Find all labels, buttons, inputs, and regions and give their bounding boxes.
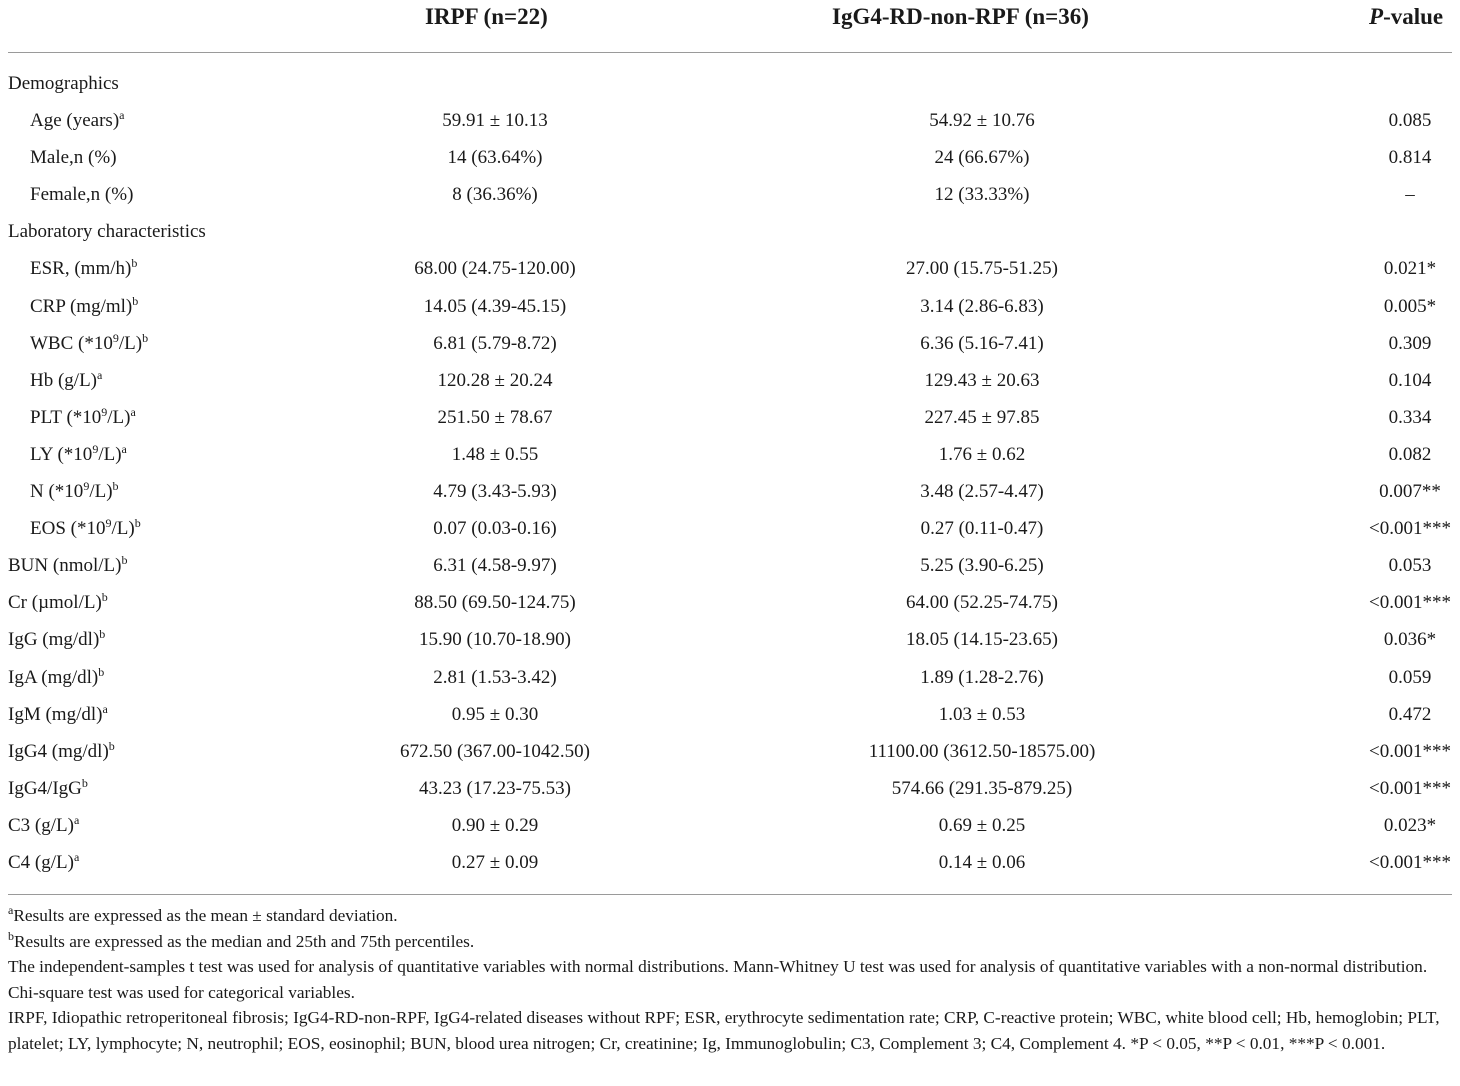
row-label [30, 481, 119, 503]
row-label-unit-suffix: /L) [111, 518, 135, 540]
cell-igg4-rd-non-rpf: 0.27 (0.11-0.47) [920, 518, 1044, 540]
cell-igg4-rd-non-rpf: 27.00 (15.75-51.25) [906, 258, 1058, 280]
row-label-unit-suffix: /L) [89, 481, 113, 503]
footnote-b-text: Results are expressed as the median and 25th and 75th percentiles. [14, 931, 475, 951]
cell-irpf: 6.81 (5.79-8.72) [433, 332, 557, 354]
table-row [0, 103, 1460, 140]
table-row [0, 474, 1460, 511]
cell-igg4-rd-non-rpf: 1.89 (1.28-2.76) [920, 666, 1044, 688]
cell-irpf: 6.31 (4.58-9.97) [433, 555, 557, 577]
row-label [30, 147, 117, 169]
row-label-superscript: b [81, 775, 88, 790]
table-header [0, 0, 1460, 40]
row-label-superscript: a [119, 108, 125, 123]
footnote-abbreviations: IRPF, Idiopathic retroperitoneal fibrosis; IgG4-RD-non-RPF, IgG4-related diseases without RPF; ESR, erythrocyte sedimentation rate; CRP, C-reactive protein; WBC, white blood cell; Hb, hemoglobin; PLT, platelet; LY, lymphocyte; N, neutrophil; EOS, eosinophil; BUN, blood urea nitrogen; Cr, creatinine; Ig, Immunoglobulin; C3, Complement 3; C4, Complement 4. *P < 0.05, **P < 0.01, ***P < 0.001. [8, 1008, 1440, 1053]
row-label-text: IgG4 (mg/dl) [8, 740, 109, 762]
row-label-text: WBC (*10 [30, 332, 113, 354]
row-label-text: PLT (*10 [30, 406, 102, 428]
row-label-text: IgM (mg/dl) [8, 703, 103, 725]
cell-igg4-rd-non-rpf: 0.14 ± 0.06 [938, 851, 1026, 873]
section-header-row [0, 214, 1460, 251]
section-label [8, 221, 206, 243]
row-label-text: BUN (nmol/L) [8, 555, 122, 577]
cell-p-value: 0.082 [1388, 443, 1432, 465]
row-label-superscript: b [121, 553, 128, 568]
row-label-text: Demographics [8, 73, 119, 94]
cell-igg4-rd-non-rpf: 54.92 ± 10.76 [929, 110, 1035, 132]
row-label-footnote-mark: b [112, 479, 119, 494]
header-divider [8, 52, 1452, 53]
row-label-superscript: a [73, 849, 80, 864]
cell-irpf: 0.90 ± 0.29 [451, 814, 539, 836]
column-header-p-value [1369, 4, 1443, 30]
cell-irpf: 43.23 (17.23-75.53) [419, 777, 571, 799]
row-label-superscript: 9 [83, 479, 90, 494]
cell-p-value: <0.001*** [1369, 777, 1451, 799]
table-row [0, 289, 1460, 326]
row-label [8, 775, 88, 800]
cell-p-value: <0.001*** [1369, 518, 1451, 540]
row-label-superscript: b [108, 738, 115, 753]
row-label-text: Cr (µmol/L) [8, 592, 102, 614]
row-label-text: Laboratory characteristics [8, 221, 206, 243]
row-label-text: Hb (g/L) [30, 369, 98, 391]
footnote-a [8, 903, 1454, 929]
cell-irpf: 88.50 (69.50-124.75) [414, 592, 576, 614]
cell-irpf: 14.05 (4.39-45.15) [423, 295, 567, 317]
cell-p-value: 0.059 [1388, 666, 1432, 688]
cell-igg4-rd-non-rpf: 0.69 ± 0.25 [938, 814, 1026, 836]
row-label [30, 367, 103, 392]
row-label-superscript: 9 [101, 404, 108, 419]
row-label-superscript: 9 [105, 516, 112, 531]
row-label [8, 738, 115, 763]
cell-irpf: 0.95 ± 0.30 [451, 703, 539, 725]
table-row [0, 734, 1460, 771]
row-label-text: IgA (mg/dl) [8, 666, 99, 688]
section-label [8, 73, 119, 95]
row-label-superscript: a [73, 812, 80, 827]
table-row [0, 660, 1460, 697]
row-label-text: LY (*10 [30, 443, 93, 465]
row-label-superscript: 9 [112, 330, 119, 345]
row-label [8, 592, 108, 614]
cell-p-value: <0.001*** [1369, 740, 1451, 762]
cell-p-value: 0.036* [1383, 629, 1437, 651]
cell-irpf: 251.50 ± 78.67 [437, 406, 553, 428]
row-label [30, 110, 124, 132]
row-label [30, 184, 133, 206]
cell-irpf: 68.00 (24.75-120.00) [414, 258, 576, 280]
row-label-footnote-mark: a [121, 441, 127, 456]
row-label-text: CRP (mg/ml) [30, 295, 133, 317]
cell-p-value: 0.334 [1388, 406, 1432, 428]
row-label-superscript: b [99, 627, 106, 642]
cell-p-value: 0.472 [1388, 703, 1432, 725]
table-row [0, 177, 1460, 214]
section-header-row [0, 66, 1460, 103]
row-label-superscript: b [132, 293, 139, 308]
table-row [0, 771, 1460, 808]
row-label-superscript: b [101, 590, 108, 605]
cell-igg4-rd-non-rpf: 18.05 (14.15-23.65) [906, 629, 1058, 651]
row-label [30, 518, 141, 540]
footer-divider [8, 894, 1452, 895]
cell-igg4-rd-non-rpf: 129.43 ± 20.63 [924, 369, 1040, 391]
cell-igg4-rd-non-rpf: 12 (33.33%) [934, 184, 1030, 206]
row-label-superscript: b [131, 256, 138, 271]
cell-irpf: 4.79 (3.43-5.93) [433, 481, 557, 503]
cell-igg4-rd-non-rpf: 227.45 ± 97.85 [924, 406, 1040, 428]
cell-igg4-rd-non-rpf: 3.48 (2.57-4.47) [920, 481, 1044, 503]
cell-p-value: 0.007** [1379, 481, 1441, 503]
row-label-unit-suffix: /L) [107, 406, 131, 428]
cell-igg4-rd-non-rpf: 11100.00 (3612.50-18575.00) [868, 740, 1096, 762]
cell-irpf: 15.90 (10.70-18.90) [419, 629, 571, 651]
row-label-footnote-mark: b [142, 330, 149, 345]
row-label [8, 555, 127, 577]
row-label [30, 330, 149, 355]
row-label-text: EOS (*10 [30, 518, 106, 540]
table-row [0, 326, 1460, 363]
cell-irpf: 8 (36.36%) [452, 184, 538, 206]
table-row [0, 251, 1460, 288]
table-row [0, 845, 1460, 882]
cell-igg4-rd-non-rpf: 1.03 ± 0.53 [938, 703, 1026, 725]
table-row [0, 585, 1460, 622]
row-label-text: Female,n (%) [30, 184, 134, 206]
cell-p-value: 0.023* [1383, 814, 1437, 836]
cell-p-value: 0.053 [1388, 555, 1432, 577]
cell-igg4-rd-non-rpf: 24 (66.67%) [934, 147, 1030, 169]
table-row [0, 548, 1460, 585]
row-label-unit-suffix: /L) [98, 443, 122, 465]
row-label-text: Age (years) [30, 110, 120, 132]
row-label-superscript: a [97, 367, 103, 382]
cell-p-value: 0.005* [1383, 295, 1437, 317]
cell-p-value: 0.814 [1388, 147, 1432, 169]
row-label-text: IgG4/IgG [8, 777, 82, 799]
row-label-text: N (*10 [30, 481, 84, 503]
cell-irpf: 0.07 (0.03-0.16) [433, 518, 557, 540]
cell-p-value: <0.001*** [1369, 851, 1451, 873]
cell-igg4-rd-non-rpf: 1.76 ± 0.62 [938, 443, 1026, 465]
row-label-superscript: 9 [92, 441, 99, 456]
table-row [0, 622, 1460, 659]
row-label-superscript: b [98, 664, 105, 679]
row-label-text: IgG (mg/dl) [8, 629, 100, 651]
cell-p-value: <0.001*** [1369, 592, 1451, 614]
cell-igg4-rd-non-rpf: 3.14 (2.86-6.83) [920, 295, 1044, 317]
row-label [30, 441, 127, 466]
cell-igg4-rd-non-rpf: 64.00 (52.25-74.75) [906, 592, 1058, 614]
cell-igg4-rd-non-rpf: 6.36 (5.16-7.41) [920, 332, 1044, 354]
footnote-a-text: Results are expressed as the mean ± standard deviation. [13, 906, 398, 925]
column-header-igg4-rd-non-rpf: IgG4-RD-non-RPF (n=36) [832, 4, 1089, 29]
row-label-text: ESR, (mm/h) [30, 258, 132, 280]
cell-irpf: 120.28 ± 20.24 [437, 369, 553, 391]
footnote-b [8, 929, 1454, 955]
table-body [0, 66, 1460, 882]
row-label [8, 849, 80, 874]
p-suffix: -value [1383, 4, 1444, 29]
row-label [30, 293, 139, 318]
cell-p-value: 0.104 [1388, 369, 1432, 391]
row-label-text: C4 (g/L) [8, 851, 74, 873]
row-label-text: C3 (g/L) [8, 814, 74, 836]
cell-igg4-rd-non-rpf: 5.25 (3.90-6.25) [920, 555, 1044, 577]
footnote-a-mark: a [8, 903, 14, 917]
table-row [0, 400, 1460, 437]
footnote-b-mark: b [8, 928, 14, 943]
table-row [0, 437, 1460, 474]
cell-p-value: 0.085 [1388, 110, 1432, 132]
row-label [8, 701, 108, 726]
cell-irpf: 1.48 ± 0.55 [451, 443, 539, 465]
table-row [0, 363, 1460, 400]
cell-p-value: 0.309 [1388, 332, 1432, 354]
cell-irpf: 2.81 (1.53-3.42) [433, 666, 557, 688]
cell-p-value: – [1405, 184, 1415, 206]
row-label-footnote-mark: a [130, 404, 136, 419]
table-footnotes [8, 903, 1454, 1056]
table-row [0, 697, 1460, 734]
row-label [8, 812, 80, 837]
table-row [0, 808, 1460, 845]
p-italic: P [1369, 4, 1384, 29]
cell-irpf: 14 (63.64%) [447, 147, 543, 169]
row-label-text: Male,n (%) [30, 147, 117, 169]
row-label-superscript: a [102, 701, 108, 716]
footnote-methods: The independent-samples t test was used for analysis of quantitative variables with normal distributions. Mann-Whitney U test was used for analysis of quantitative variables with a non-normal distribution. Chi-square test was used for categorical variables. [8, 957, 1428, 1002]
cell-irpf: 59.91 ± 10.13 [442, 110, 548, 132]
cell-irpf: 0.27 ± 0.09 [451, 851, 539, 873]
cell-irpf: 672.50 (367.00-1042.50) [400, 740, 590, 762]
row-label [30, 404, 136, 429]
row-label [8, 664, 105, 689]
table-row [0, 511, 1460, 548]
column-header-irpf: IRPF (n=22) [425, 4, 548, 29]
cell-igg4-rd-non-rpf: 574.66 (291.35-879.25) [891, 777, 1073, 799]
row-label-footnote-mark: b [134, 516, 141, 531]
table-row [0, 140, 1460, 177]
cell-p-value: 0.021* [1383, 258, 1437, 280]
row-label [30, 258, 137, 280]
row-label [8, 629, 105, 651]
row-label-unit-suffix: /L) [118, 332, 143, 354]
